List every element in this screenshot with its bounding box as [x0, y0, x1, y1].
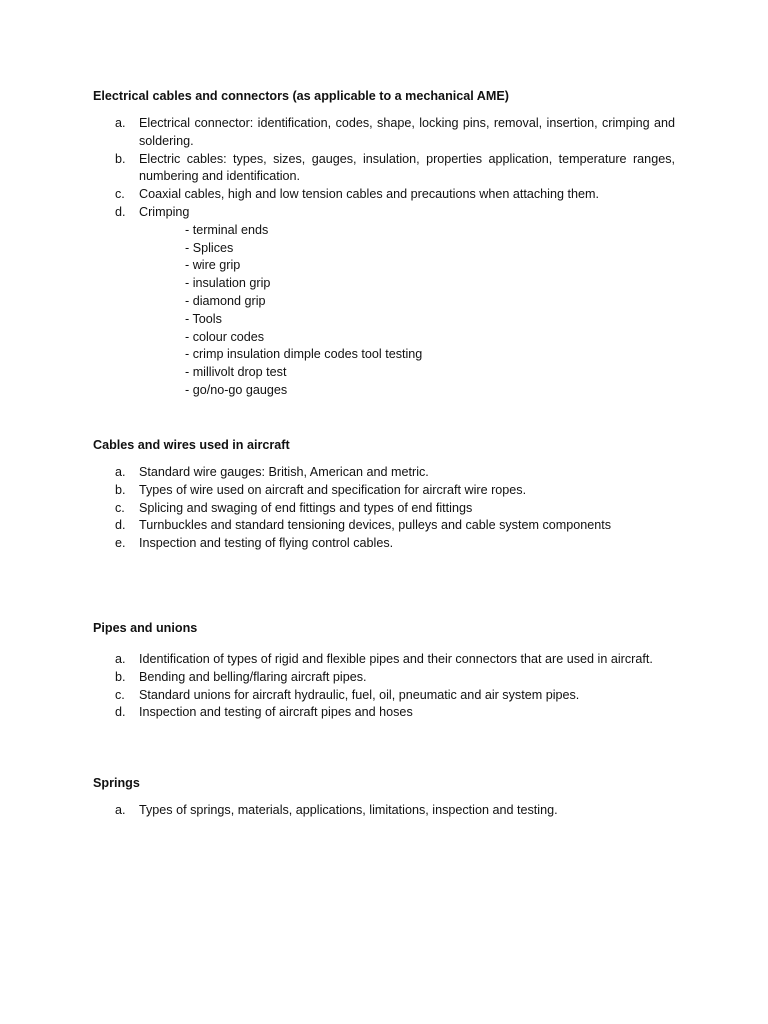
list-marker: a. — [115, 803, 126, 817]
list-item-text: Inspection and testing of flying control cables. — [139, 536, 394, 551]
sublist-item: - Tools — [185, 311, 222, 326]
list-marker: c. — [115, 187, 125, 202]
list-item-text: Types of wire used on aircraft and specification for aircraft wire ropes. — [139, 482, 527, 497]
list-item-text: Inspection and testing of aircraft pipes and hoses — [139, 705, 413, 720]
list-item — [93, 151, 675, 187]
list-marker: c. — [115, 687, 125, 702]
list-item-text: Turnbuckles and standard tensioning devices, pulleys and cable system components — [139, 518, 612, 533]
sublist-item: - wire grip — [185, 258, 241, 273]
section-heading: Cables and wires used in aircraft — [93, 438, 290, 452]
section-springs — [93, 775, 675, 820]
list-item — [93, 115, 675, 151]
list-item — [93, 464, 675, 482]
list-item — [93, 517, 675, 535]
list-item-crimping — [93, 204, 675, 400]
list-marker: b. — [115, 669, 126, 684]
list-item-text: Bending and belling/flaring aircraft pipes. — [139, 669, 367, 684]
section-pipes-and-unions — [93, 620, 675, 722]
section-electrical-cables — [93, 88, 675, 400]
list-item — [93, 482, 675, 500]
list-item — [93, 687, 675, 705]
item-list — [93, 464, 675, 553]
list-item-text: Electric cables: types, sizes, gauges, insulation, properties application, temperature ranges, numbering and identification. — [139, 151, 675, 184]
crimping-sublist — [139, 222, 675, 400]
section-heading: Electrical cables and connectors (as applicable to a mechanical AME) — [93, 89, 509, 103]
list-item — [93, 704, 675, 722]
list-item-text: Crimping — [139, 204, 190, 219]
list-marker: d. — [115, 518, 126, 533]
list-item — [93, 535, 675, 553]
list-item-text: Coaxial cables, high and low tension cables and precautions when attaching them. — [139, 187, 599, 202]
list-item-text: Types of springs, materials, applications, limitations, inspection and testing. — [139, 803, 558, 817]
list-item-text: Standard wire gauges: British, American and metric. — [139, 465, 429, 479]
section-heading: Springs — [93, 776, 140, 790]
list-marker: d. — [115, 705, 126, 720]
sublist-item: - millivolt drop test — [185, 365, 287, 380]
list-marker: d. — [115, 204, 126, 219]
item-list — [93, 651, 675, 722]
list-item — [93, 802, 675, 820]
list-marker: c. — [115, 500, 125, 515]
sublist-item: - go/no-go gauges — [185, 382, 288, 397]
list-item-text: Standard unions for aircraft hydraulic, fuel, oil, pneumatic and air system pipes. — [139, 687, 580, 702]
list-marker: b. — [115, 482, 126, 497]
item-list — [93, 802, 675, 820]
section-cables-and-wires — [93, 437, 675, 553]
sublist-item: - diamond grip — [185, 293, 266, 308]
list-item-text: Splicing and swaging of end fittings and types of end fittings — [139, 500, 473, 515]
sublist-item: - terminal ends — [185, 222, 269, 237]
sublist-item: - crimp insulation dimple codes tool testing — [185, 347, 423, 362]
list-marker: e. — [115, 536, 126, 551]
list-marker: a. — [115, 652, 126, 666]
list-item-text: Electrical connector: identification, codes, shape, locking pins, removal, insertion, crimping and soldering. — [139, 116, 675, 148]
list-item-text: Identification of types of rigid and flexible pipes and their connectors that are used in aircraft. — [139, 652, 653, 666]
sublist-item: - insulation grip — [185, 276, 271, 291]
list-item — [93, 651, 675, 669]
list-marker: a. — [115, 116, 126, 130]
section-heading: Pipes and unions — [93, 621, 198, 635]
list-item — [93, 669, 675, 687]
list-item — [93, 500, 675, 518]
sublist-item: - colour codes — [185, 329, 265, 344]
sublist-item: - Splices — [185, 240, 234, 255]
list-item — [93, 186, 675, 204]
item-list — [93, 115, 675, 400]
list-marker: b. — [115, 151, 126, 166]
list-marker: a. — [115, 465, 126, 479]
